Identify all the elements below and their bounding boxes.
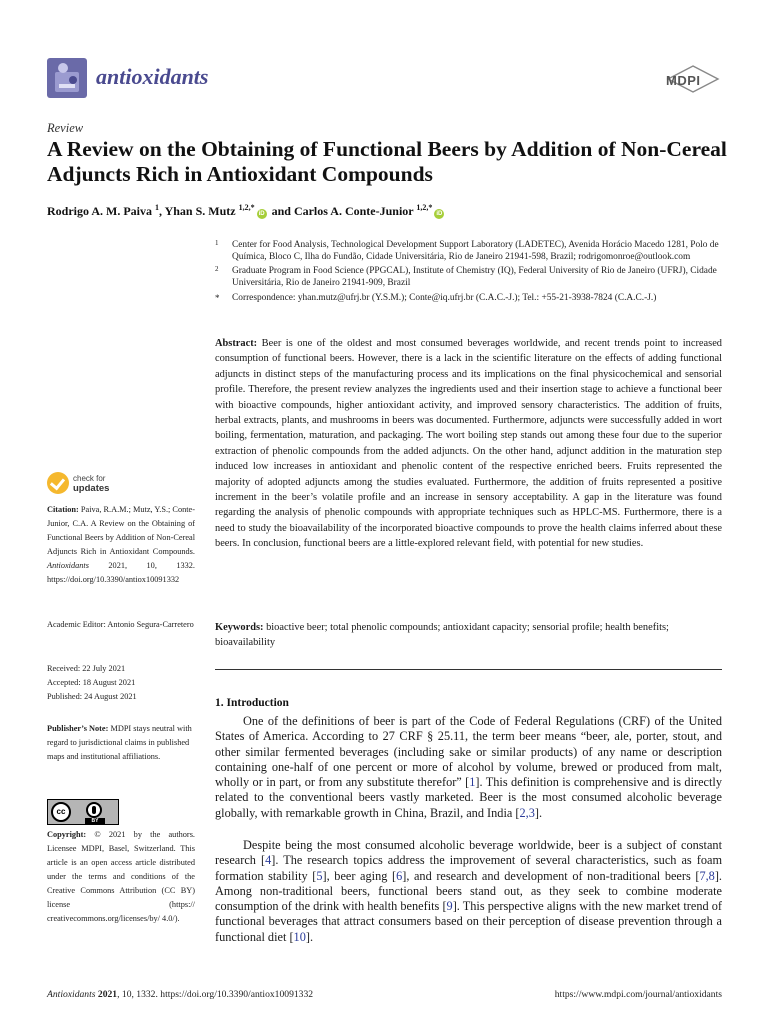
cc-icon: cc (51, 802, 71, 822)
publisher-note-label: Publisher’s Note: (47, 724, 109, 733)
citation-link[interactable]: 4 (265, 853, 272, 868)
attribution-icon (86, 802, 102, 818)
check-icon (47, 472, 69, 494)
paragraph-text: ]. Among non-traditional beers, functional beers stand out, as they seek to combine moderate consumption of the drink with health benefits [ (215, 868, 722, 914)
article-title: A Review on the Obtaining of Functional Beers by Addition of Non-Cereal Adjuncts Rich in Antioxidant Compounds (47, 137, 727, 186)
citation-link[interactable]: 2,3 (519, 805, 535, 820)
affiliation-item (215, 266, 727, 289)
paragraph-text: ], and research and development of non-traditional beers [ (402, 868, 700, 883)
editor-name: Antonio Segura-Carretero (107, 620, 194, 629)
publisher-note (47, 722, 195, 764)
orcid-icon[interactable]: iD (436, 211, 443, 217)
keywords (215, 620, 722, 651)
article-type: Review (47, 121, 84, 135)
abstract-text: Beer is one of the oldest and most consumed beverages worldwide, and recent trends point to increased consumption of functional beers. However, there is a lack in the scientific literature on the effects of adding functional adjuncts in distinct steps of the manufacturing process and its implications on the final physicochemical and sensorial profile. Therefore, the present review analyzes the ingredients used and their insertion stage to achieve a functional beer with bioactive compounds, higher antioxidant activity, and improved sensory characteristics. The addition of fruits, herbal extracts, plants, and mushrooms in beers was documented. Furthermore, adjuncts were successfully added in wort boiling, fermentation, maturation, and packaging. The wort boiling step stands out among these four due to the superior extraction of phenolic compounds from the added adjuncts. On the other hand, adjunct addition in the maturation step induced low increases in antioxidant and phenolic content of the respective enriched beers. Fruits represented the majority of adopted adjuncts among the studies evaluated. Furthermore, the addition of fruits represented a positive increment in the beer’s volatile profile and an increase in sensory acceptability. A gap in the literature was found regarding the analysis of phenolic compounds with appropriate techniques such as HPLC-MS. Furthermore, there is a need to study the bioavailability of the incorporated bioactive compounds to prove the health claims inferred about these beers. In conclusion, functional beers are a little-explored relevant field, with potential for new studies. (215, 338, 723, 550)
check-for-updates-button[interactable] (47, 472, 137, 496)
affiliation-number: 1 (215, 239, 219, 247)
check-updates-line2: updates (73, 483, 110, 494)
citation-link[interactable]: 7,8 (699, 868, 715, 883)
citation-link[interactable]: 1 (469, 775, 476, 790)
footer-journal-url[interactable]: https://www.mdpi.com/journal/antioxidants (554, 989, 722, 1000)
affiliation-text: Center for Food Analysis, Technological Development Support Laboratory (LADETEC), Avenida Horácio Macedo 1281, Polo de Química, Bloco C, Ilha do Fundão, Cidade Universitária, Rio de Janeiro 21941-598, Brazil; rodrigomonroe@outlook.com (232, 240, 719, 262)
by-label: BY (85, 818, 105, 824)
correspondence (215, 293, 727, 305)
citation-link[interactable]: 10 (293, 929, 306, 944)
body-paragraph (215, 838, 722, 945)
paragraph-text: Despite being the most consumed alcoholic beverage worldwide, beer is a subject of constant research [ (215, 838, 722, 868)
copyright-text: © 2021 by the authors. Licensee MDPI, Basel, Switzerland. This article is an open access article distributed under the terms and conditions of the Creative Commons Attribution (CC BY) license (https:// creativecommons.org/licenses/by/ 4.0/). (47, 830, 195, 923)
paragraph-text: ]. (305, 929, 314, 944)
paragraph-text: ]. This definition is comprehensive and is directly related to the conventional beers vastly marketed. Beer is the most consumed alcoholic beverage globally, with remarkable growth in China, Brazil, and India [ (215, 775, 722, 820)
paragraph-text: ]. The research topics address the improvement of several characteristics, such as foam formation stability [ (215, 853, 723, 883)
affiliation-text: Graduate Program in Food Science (PPGCAL), Institute of Chemistry (IQ), Federal University of Rio de Janeiro (UFRJ), Cidade Universitária, Rio de Janeiro 21941-909, Brazil (232, 266, 717, 289)
received-date: Received: 22 July 2021 (47, 664, 126, 673)
author-name: Carlos A. Conte-Junior (293, 204, 414, 218)
author-affiliation-marker: 1,2,* (238, 203, 255, 212)
paragraph-text: One of the definitions of beer is part of the Code of Federal Regulations (CRF) of the United States of America. According to 27 CRF § 25.11, the term beer means “beer, ale, porter, stout, and other similar fermented beverages (including sake or similar products) of any name or description containing one-half of one percent or more of alcohol by volume, brewed or produced from malt, wholly or in part, or from any substitute therefor” [ (215, 714, 722, 790)
keywords-label: Keywords: (215, 622, 264, 633)
citation-link[interactable]: 6 (396, 868, 403, 883)
citation-label: Citation: (47, 505, 79, 514)
author-affiliation-marker: 1 (155, 203, 159, 212)
correspondence-marker: * (215, 292, 220, 303)
author-affiliation-marker: 1,2,* (416, 203, 433, 212)
footer-citation (47, 989, 313, 1000)
affiliation-item (215, 240, 727, 263)
citation-link[interactable]: 9 (446, 899, 453, 914)
paragraph-text: ], beer aging [ (322, 868, 397, 883)
publisher-name: MDPI (666, 73, 701, 88)
keywords-text: bioactive beer; total phenolic compounds; antioxidant capacity; sensorial profile; health benefits; bioavailability (215, 622, 669, 649)
citation-journal: Antioxidants (47, 561, 89, 570)
author-conjunction: and (268, 204, 294, 218)
check-updates-line1: check for (73, 474, 106, 483)
footer-reference[interactable]: , 10, 1332. https://doi.org/10.3390/antiox10091332 (117, 989, 314, 1000)
accepted-date: Accepted: 18 August 2021 (47, 678, 136, 687)
orcid-icon[interactable]: iD (258, 211, 265, 217)
copyright-label: Copyright: (47, 830, 87, 839)
citation-block (47, 503, 195, 587)
correspondence-text: Correspondence: yhan.mutz@ufrj.br (Y.S.M.); Conte@iq.ufrj.br (C.A.C.-J.); Tel.: +55-21-3938-7824 (C.A.C.-J.) (232, 292, 657, 303)
journal-name: antioxidants (96, 64, 209, 89)
citation-link[interactable]: 5 (316, 868, 323, 883)
mdpi-logo (666, 65, 720, 93)
citation-reference[interactable]: 2021, 10, 1332. https://doi.org/10.3390/antiox10091332 (47, 561, 196, 584)
editor-label: Academic Editor: (47, 620, 106, 629)
dates-block (47, 662, 195, 704)
author-list (47, 203, 727, 219)
paragraph-text: ]. This perspective aligns with the new market trend of functional beverages that attract consumers based on their perception of disease prevention through a functional diet [ (215, 899, 722, 944)
journal-logo (47, 58, 87, 98)
affiliation-number: 2 (215, 265, 219, 274)
affiliations (215, 240, 727, 305)
copyright-block (47, 828, 195, 926)
abstract-label: Abstract: (215, 338, 258, 349)
author-name: Rodrigo A. M. Paiva (47, 204, 152, 218)
body-paragraph (215, 714, 722, 821)
section-divider (215, 669, 722, 670)
citation-text: Paiva, R.A.M.; Mutz, Y.S.; Conte-Junior, C.A. A Review on the Obtaining of Functional Beers by Addition of Non-Cereal Adjuncts Rich in Antioxidant Compounds. (47, 505, 195, 556)
cc-by-license-badge[interactable] (47, 799, 119, 825)
publisher-note-text: MDPI stays neutral with regard to jurisdictional claims in published maps and institutional affiliations. (47, 724, 192, 761)
abstract (215, 336, 722, 552)
author-name: Yhan S. Mutz (164, 204, 236, 218)
paragraph-text: ]. (534, 805, 543, 820)
section-heading-introduction: 1. Introduction (215, 697, 289, 709)
author-separator: , (159, 204, 165, 218)
footer-year: 2021 (97, 989, 118, 1000)
published-date: Published: 24 August 2021 (47, 692, 137, 701)
footer-journal: Antioxidants (47, 989, 96, 1000)
academic-editor (47, 618, 195, 632)
